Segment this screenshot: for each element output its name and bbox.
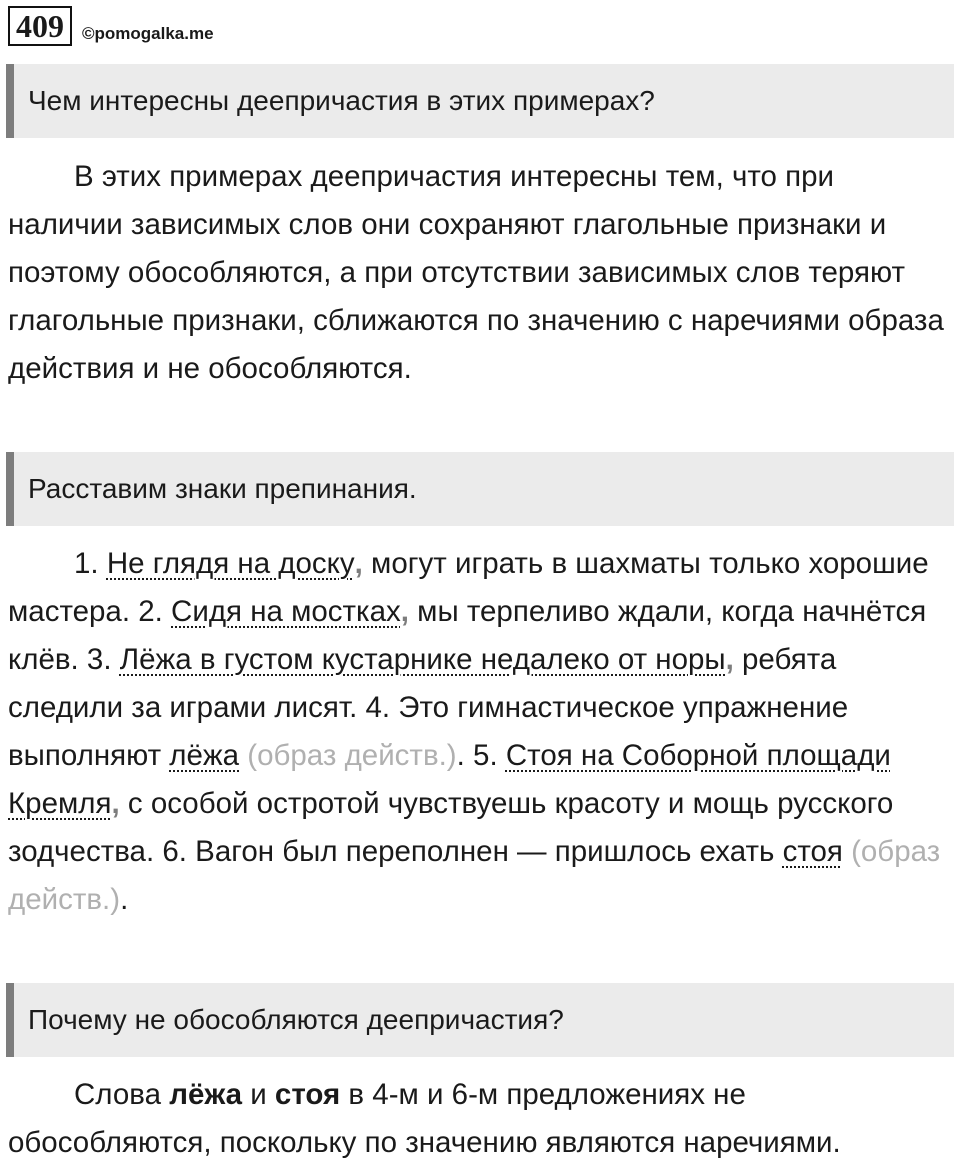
sentence-text: ребята следили за играми лисят. 4. Это гимнастическое упражнение выполняют: [8, 643, 849, 772]
question-1-text: Чем интересны деепричастия в этих примерах?: [28, 85, 655, 116]
inserted-comma: ,: [725, 643, 734, 676]
question-1: [6, 64, 954, 138]
site-watermark: ©pomogalka.me: [82, 24, 214, 43]
bold-word: лёжа: [169, 1078, 243, 1111]
answer-1: [8, 153, 948, 393]
participial-phrase: Стоя на Соборной площади Кремля: [8, 739, 891, 820]
adverb-word: стоя: [782, 835, 843, 868]
inserted-comma: ,: [400, 595, 409, 628]
participial-phrase: Не глядя на доску: [106, 547, 355, 580]
answer-text: Слова: [74, 1078, 170, 1111]
exercise-number: 409: [8, 6, 72, 46]
answer-text: и: [242, 1078, 275, 1111]
question-3-text: Почему не обособляются деепричастия?: [28, 1004, 564, 1035]
question-2: [6, 452, 954, 526]
sentence-end: .: [120, 883, 129, 916]
question-2-text: Расставим знаки препинания.: [28, 473, 417, 504]
answer-1-text: В этих примерах деепричастия интересны тем, что при наличии зависимых слов они сохраняют глагольные признаки и поэтому обособляются, а при отсутствии зависимых слов теряют глагольные признаки, сближаются по значению с наречиями образа действия и не обособляются.: [8, 160, 944, 385]
sentence-text: . 5.: [456, 739, 506, 772]
question-3: [6, 983, 954, 1057]
answer-text: в 4-м и 6-м предложениях не обособляются, поскольку по значению являются наречиями.: [8, 1078, 841, 1159]
sentence-text: с особой остротой чувствуешь красоту и мощь русского зодчества. 6. Вагон был переполнен — пришлось ехать: [8, 787, 894, 868]
page-header: [8, 6, 214, 46]
participial-phrase: Сидя на мостках: [171, 595, 401, 628]
bold-word: стоя: [274, 1078, 341, 1111]
sentence-text: могут играть в шахматы только хорошие мастера. 2.: [8, 547, 929, 628]
answer-3: [8, 1071, 948, 1167]
participial-phrase: Лёжа в густом кустарнике недалеко от норы: [119, 643, 726, 676]
adverb-word: лёжа: [169, 739, 240, 772]
grammar-note: (образ действ.): [8, 835, 941, 916]
inserted-comma: ,: [111, 787, 120, 820]
exercise-text: [8, 540, 948, 924]
grammar-note: (образ действ.): [247, 739, 457, 772]
sentence-text: мы терпеливо ждали, когда начнётся клёв. 3.: [8, 595, 927, 676]
inserted-comma: ,: [354, 547, 363, 580]
sentence-number: 1.: [74, 547, 99, 580]
